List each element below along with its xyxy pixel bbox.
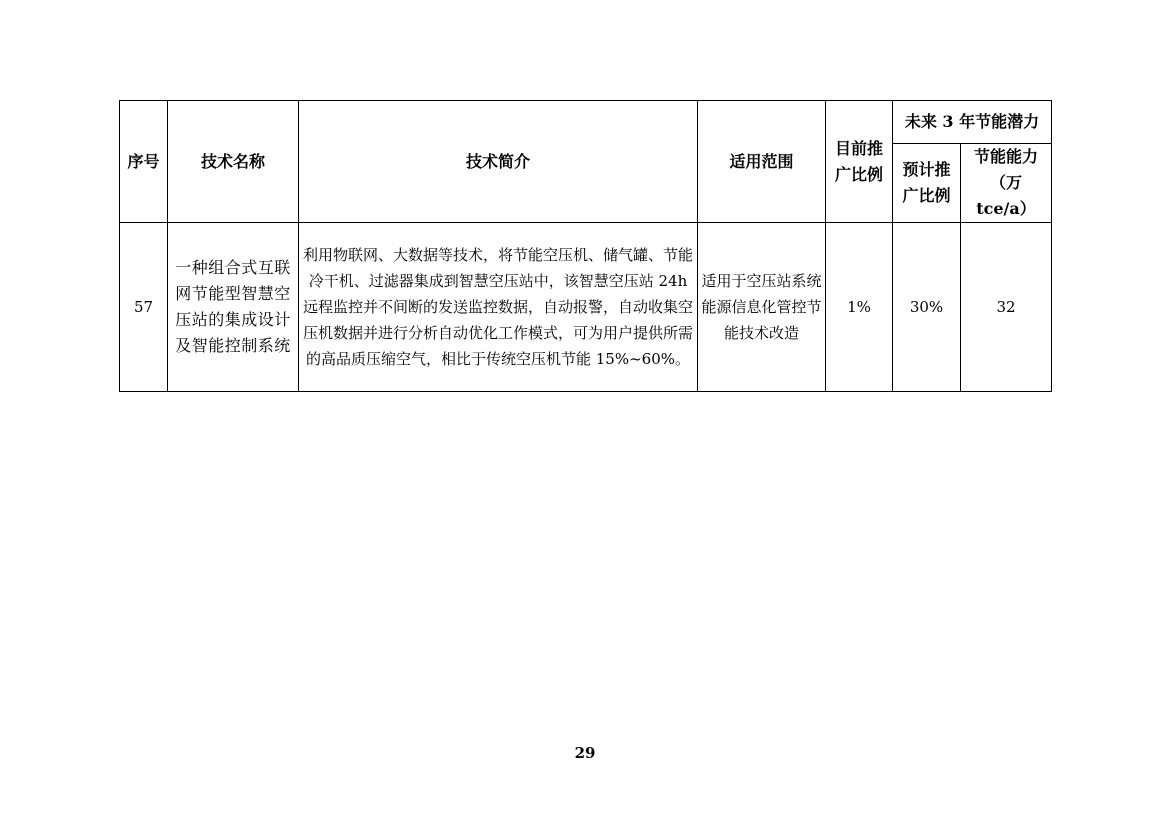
header-seq: 序号 xyxy=(120,101,168,223)
header-expected-ratio xyxy=(893,144,961,223)
cell-current-ratio: 1% xyxy=(826,223,893,392)
header-future-potential: 未来 3 年节能潜力 xyxy=(893,101,1052,144)
cell-tech-intro: 利用物联网、大数据等技术，将节能空压机、储气罐、节能冷干机、过滤器集成到智慧空压站中，该智慧空压站 24h 远程监控并不间断的发送监控数据，自动报警，自动收集空压机数据并进行分析自动优化工作模式，可为用户提供所需的高品质压缩空气，相比于传统空压机节能 15%~60%。 xyxy=(299,223,698,392)
cell-tech-name: 一种组合式互联网节能型智慧空压站的集成设计及智能控制系统 xyxy=(168,223,299,392)
cell-seq: 57 xyxy=(120,223,168,392)
cell-scope: 适用于空压站系统能源信息化管控节能技术改造 xyxy=(698,223,826,392)
header-scope: 适用范围 xyxy=(698,101,826,223)
header-current-ratio xyxy=(826,101,893,223)
table-row xyxy=(120,223,1052,392)
page-number: 29 xyxy=(574,744,596,762)
header-tech-name: 技术名称 xyxy=(168,101,299,223)
header-tech-intro: 技术简介 xyxy=(299,101,698,223)
header-saving-capacity xyxy=(961,144,1052,223)
header-expected-ratio-text: 预计推广比例 xyxy=(902,160,951,205)
cell-expected-ratio: 30% xyxy=(893,223,961,392)
cell-saving-capacity: 32 xyxy=(961,223,1052,392)
header-current-ratio-text: 目前推广比例 xyxy=(834,138,883,184)
header-row-1 xyxy=(120,101,1052,144)
header-saving-capacity-text: 节能能力（万 tce/a） xyxy=(973,147,1038,218)
technology-table xyxy=(119,100,1052,392)
